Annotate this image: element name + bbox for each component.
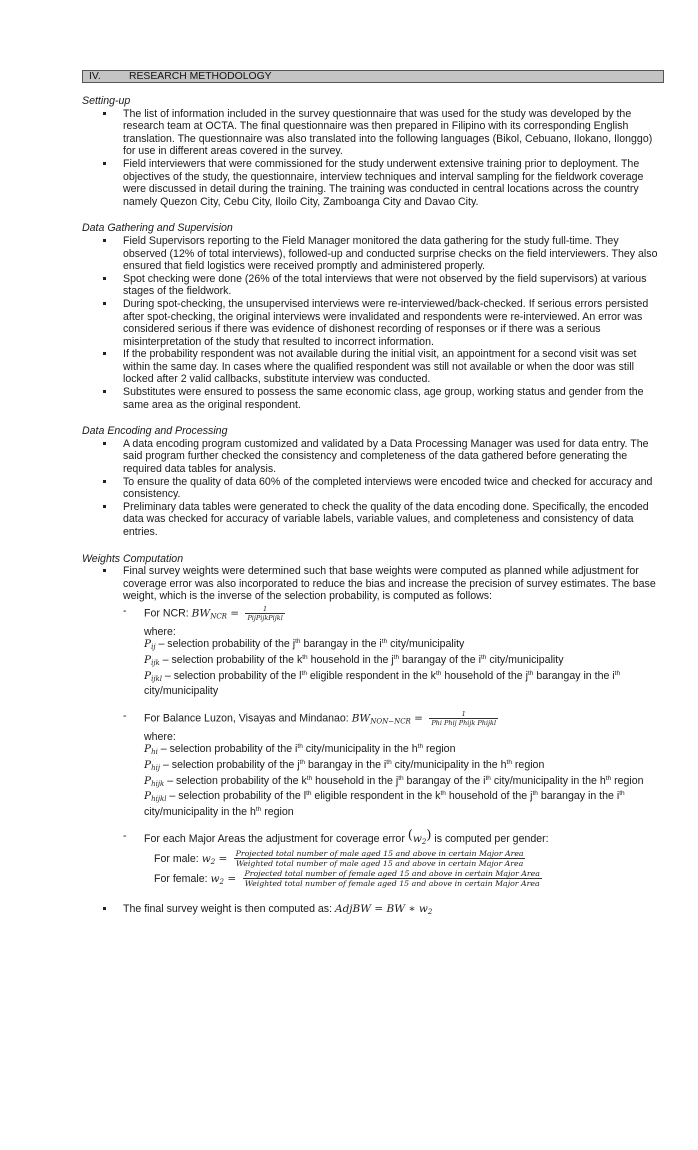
weights-intro: Final survey weights were determined such that base weights were computed as planned while adjustment for coverage error was also incorporated to reduce the bias and increase the precision of survey estimates. The base weight, which is the inverse of the selection probability, is computed as follows:: [123, 565, 656, 603]
weights-list: [82, 565, 664, 889]
square-bullet-icon: [103, 239, 106, 242]
bullet-text: Preliminary data tables were generated to check the quality of the data encoding done. Specifically, the encoded data was checked for accuracy of variable labels, variable values, and completeness and consistency of data entries.: [123, 500, 649, 538]
square-bullet-icon: [103, 390, 106, 393]
definition-line: Phij – selection probability of the $j^{th}$ barangay in the $i^{th}$ city/municipality in the $h^{th}$ region: [144, 758, 545, 772]
bullet-text: During spot-checking, the unsupervised interviews were re-interviewed/back-checked. If serious errors persisted after spot-checking, the original interviews were invalidated and respondents were re-interviewed. An error was considered serious if there was evidence of dishonest recording of responses or if there was a serious misinterpretation of the study that resulted to incorrect information.: [123, 297, 649, 348]
formula-lhs-sub: NCR: [210, 612, 227, 621]
subheading-data-gathering: Data Gathering and Supervision: [82, 222, 233, 235]
square-bullet-icon: [103, 442, 106, 445]
non-ncr-formula: [144, 710, 664, 728]
square-bullet-icon: [103, 505, 106, 508]
female-formula: For female: w2 = Projected total number of female aged 15 and above in certain Major Area Weighted total number of female aged 15 and above in certain Major Area: [154, 868, 540, 889]
square-bullet-icon: [103, 302, 106, 305]
square-bullet-icon: [103, 277, 106, 280]
non-ncr-label: For Balance Luzon, Visayas and Mindanao:: [144, 712, 352, 725]
ncr-formula: [144, 605, 664, 623]
definition-line: Phijk – selection probability of the $k^{th}$ household in the $j^{th}$ barangay of the $i^{th}$ city/municipality in the $h^{th}$ region: [144, 774, 644, 788]
formula-lhs: BW: [191, 607, 211, 620]
formula-lhs-sub: NON−NCR: [370, 717, 411, 726]
list-item: [82, 903, 664, 919]
setting-up-list: [82, 108, 664, 209]
ncr-formula-block: [123, 605, 664, 698]
equals-sign: =: [410, 712, 427, 725]
fraction-numerator: Projected total number of female aged 15 and above in certain Major Area: [244, 868, 540, 878]
square-bullet-icon: [103, 162, 106, 165]
male-fraction: [234, 849, 526, 869]
fraction-denominator: Weighted total number of female aged 15 and above in certain Major Area: [244, 879, 540, 889]
definition-line: Pijk – selection probability of the $k^{th}$ household in the $j^{th}$ barangay of the $i^{th}$ city/municipality: [144, 654, 564, 668]
dash-bullet-icon: -: [123, 604, 127, 617]
section-header-bar: [82, 70, 664, 83]
square-bullet-icon: [103, 352, 106, 355]
subheading-weights: Weights Computation: [82, 552, 184, 565]
final-weight-formula-sub: 2: [427, 907, 433, 916]
definition-line: Phi – selection probability of the $i^{th}$ city/municipality in the $h^{th}$ region: [144, 743, 456, 757]
coverage-adjustment-block: [123, 830, 664, 889]
list-item: [82, 235, 664, 273]
square-bullet-icon: [103, 907, 106, 910]
fraction-denominator: Weighted total number of male aged 15 and above in certain Major Area: [235, 859, 524, 869]
list-item: [82, 348, 664, 386]
bullet-text: Spot checking were done (26% of the total interviews that were not observed by the field supervisors) at various stages of the fieldwork.: [123, 272, 647, 298]
definition-line: Phijkl – selection probability of the $l^{th}$ eligible respondent in the $k^{th}$ household of the $j^{th}$ barangay in the $i^{th}$ city/municipality in the $h^{th}$ region: [144, 790, 625, 818]
dash-bullet-icon: -: [123, 830, 127, 843]
list-item: [82, 438, 664, 476]
final-weight-formula: AdjBW = BW ∗ w: [334, 902, 428, 915]
dash-bullet-icon: -: [123, 709, 127, 722]
definition-line: Pij – selection probability of the $j^{th}$ barangay in the $i^{th}$ city/municipality: [144, 638, 465, 652]
final-weight-label: The final survey weight is then computed as:: [123, 902, 335, 915]
formula-lhs: BW: [351, 712, 371, 725]
fraction-numerator: 1: [263, 604, 268, 613]
non-ncr-formula-block: [123, 710, 664, 818]
section-title: RESEARCH METHODOLOGY: [129, 71, 272, 82]
ncr-label: For NCR:: [144, 607, 192, 620]
bullet-text: The list of information included in the survey questionnaire that was used for the study was developed by the research team at OCTA. The final questionnaire was then prepared in Filipino with its corresponding English translation. The questionnaire was also translated into the following languages (Bikol, Cebuano, Ilokano, Ilonggo) for use in different areas covered in the survey.: [123, 107, 653, 158]
where-label: where:: [144, 625, 176, 638]
bullet-text: Field interviewers that were commissioned for the study underwent extensive training prior to deployment. The objectives of the study, the questionnaire, interview techniques and interval sampling for the fieldwork coverage were discussed in detail during the training. The training was conducted in central locations across the country namely Quezon City, Cebu City, Iloilo City, Zamboanga City and Davao City.: [123, 157, 644, 208]
bullet-text: A data encoding program customized and validated by a Data Processing Manager was used for data entry. The said program further checked the consistency and completeness of the data gathered before generating the required data tables for analysis.: [123, 437, 649, 476]
data-gathering-list: [82, 235, 664, 411]
bullet-text: To ensure the quality of data 60% of the completed interviews were encoded twice and checked for accuracy and consistency.: [123, 475, 653, 501]
list-item: [82, 298, 664, 348]
bullet-text: If the probability respondent was not available during the initial visit, an appointment for a second visit was set within the same day. In cases where the qualified respondent was still not available or when the door was still locked after 2 valid callbacks, substitute interview was conducted.: [123, 348, 637, 386]
list-item: [82, 273, 664, 298]
subheading-data-encoding: Data Encoding and Processing: [82, 425, 228, 438]
data-encoding-list: [82, 438, 664, 539]
female-label: For female:: [154, 872, 211, 885]
female-fraction: [242, 869, 541, 889]
list-item: [82, 158, 664, 208]
list-item: [82, 565, 664, 889]
male-label: For male:: [154, 852, 202, 865]
where-label: where:: [144, 730, 176, 743]
fraction-denominator: PijPijkPijkl: [247, 613, 283, 622]
document-page: [82, 70, 664, 918]
ncr-fraction: [245, 605, 284, 622]
non-ncr-fraction: [429, 710, 498, 727]
fraction-numerator: 1: [461, 709, 466, 718]
list-item: [82, 501, 664, 539]
subheading-setting-up: Setting-up: [82, 95, 131, 107]
list-item: [82, 386, 664, 411]
definition-line: Pijkl – selection probability of the $l^{th}$ eligible respondent in the $k^{th}$ household of the $j^{th}$ barangay in the $i^{th}$ city/municipality: [144, 669, 621, 698]
equals-sign: =: [226, 607, 243, 620]
list-item: [82, 108, 664, 158]
coverage-intro: For each Major Areas the adjustment for coverage error (w2) is computed per gender:: [144, 828, 549, 847]
fraction-denominator: Phi Phij Phijk Phijkl: [431, 718, 497, 727]
bullet-text: Substitutes were ensured to possess the same economic class, age group, working status and gender from the same area as the original respondent.: [123, 386, 644, 411]
section-number: IV.: [89, 71, 101, 82]
square-bullet-icon: [103, 569, 106, 572]
list-item: [82, 476, 664, 501]
fraction-numerator: Projected total number of male aged 15 and above in certain Major Area: [235, 848, 524, 858]
final-weight-list: [82, 903, 664, 919]
square-bullet-icon: [103, 480, 106, 483]
male-formula: For male: w2 = Projected total number of male aged 15 and above in certain Major Area Weighted total number of male aged 15 and above in certain Major Area: [154, 848, 524, 869]
square-bullet-icon: [103, 112, 106, 115]
bullet-text: Field Supervisors reporting to the Field Manager monitored the data gathering for the study full-time. They observed (12% of total interviews), followed-up and conducted surprise checks on the field interviewers. They also ensured that field logistics were received promptly and administered properly.: [123, 234, 658, 273]
